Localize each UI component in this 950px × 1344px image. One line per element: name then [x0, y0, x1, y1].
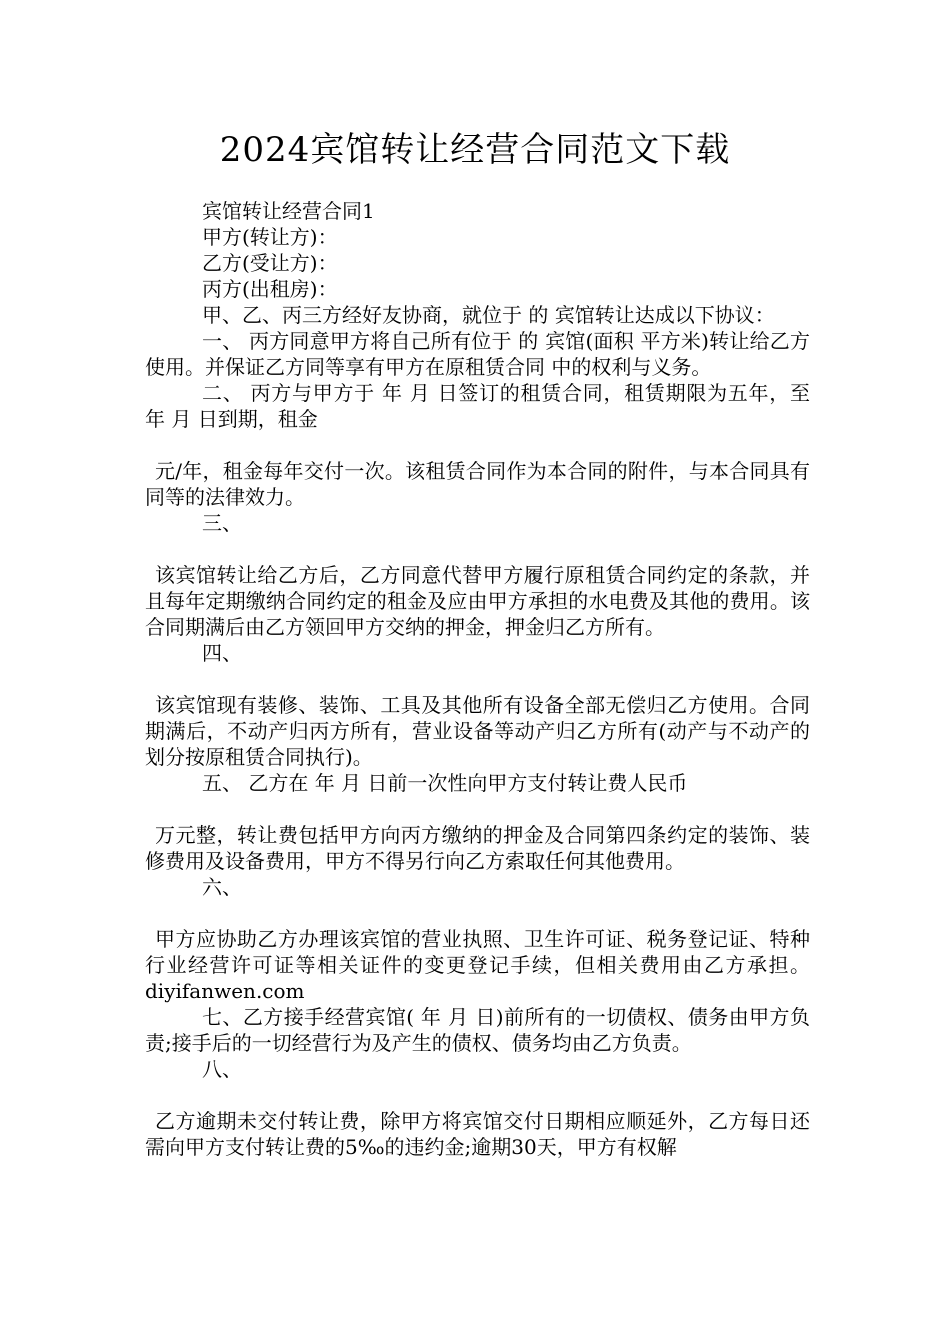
clause-8-continuation: 乙方逾期未交付转让费，除甲方将宾馆交付日期相应顺延外，乙方每日还需向甲方支付转让费的5‰的违约金;逾期30天，甲方有权解 — [145, 1109, 810, 1159]
intro-paragraph: 甲、乙、丙三方经好友协商，就位于 的 宾馆转让达成以下协议： — [202, 303, 775, 327]
clause-4-head: 四、 — [202, 641, 242, 665]
party-a-line: 甲方(转让方)： — [202, 225, 338, 249]
blank-gap — [145, 1082, 810, 1108]
clause-2-continuation: 元/年，租金每年交付一次。该租赁合同作为本合同的附件，与本合同具有同等的法律效力。 — [145, 459, 810, 509]
blank-gap — [145, 432, 810, 458]
clause-3-continuation: 该宾馆转让给乙方后，乙方同意代替甲方履行原租赁合同约定的条款，并且每年定期缴纳合同约定的租金及应由甲方承担的水电费及其他的费用。该合同期满后由乙方领回甲方交纳的押金，押金归乙方所有。 — [145, 563, 810, 639]
blank-gap — [145, 536, 810, 562]
blank-gap — [145, 900, 810, 926]
party-c-line: 丙方(出租房)： — [202, 277, 338, 301]
clause-3-head: 三、 — [202, 511, 242, 535]
clause-5-continuation: 万元整，转让费包括甲方向丙方缴纳的押金及合同第四条约定的装饰、装修费用及设备费用，甲方不得另行向乙方索取任何其他费用。 — [145, 823, 810, 873]
clause-4-continuation: 该宾馆现有装修、装饰、工具及其他所有设备全部无偿归乙方使用。合同期满后，不动产归丙方所有，营业设备等动产归乙方所有(动产与不动产的划分按原租赁合同执行)。 — [145, 693, 810, 769]
document-body — [145, 198, 810, 1160]
contract-heading: 宾馆转让经营合同1 — [202, 199, 375, 223]
clause-8-head: 八、 — [202, 1057, 242, 1081]
document-title: 2024宾馆转让经营合同范文下载 — [219, 130, 731, 170]
clause-5-head: 五、 乙方在 年 月 日前一次性向甲方支付转让费人民币 — [202, 771, 688, 795]
clause-2-head: 二、 丙方与甲方于 年 月 日签订的租赁合同，租赁期限为五年，至 年 月 日到期，租金 — [145, 381, 810, 431]
party-b-line: 乙方(受让方)： — [202, 251, 338, 275]
clause-7: 七、乙方接手经营宾馆( 年 月 日)前所有的一切债权、债务由甲方负责;接手后的一切经营行为及产生的债权、债务均由乙方负责。 — [145, 1005, 810, 1055]
blank-gap — [145, 796, 810, 822]
clause-1: 一、 丙方同意甲方将自己所有位于 的 宾馆(面积 平方米)转让给乙方使用。并保证乙方同等享有甲方在原租赁合同 中的权利与义务。 — [145, 329, 810, 379]
blank-gap — [145, 666, 810, 692]
clause-6-continuation: 甲方应协助乙方办理该宾馆的营业执照、卫生许可证、税务登记证、特种行业经营许可证等相关证件的变更登记手续，但相关费用由乙方承担。diyifanwen.com — [145, 927, 810, 1003]
clause-6-head: 六、 — [202, 875, 242, 899]
